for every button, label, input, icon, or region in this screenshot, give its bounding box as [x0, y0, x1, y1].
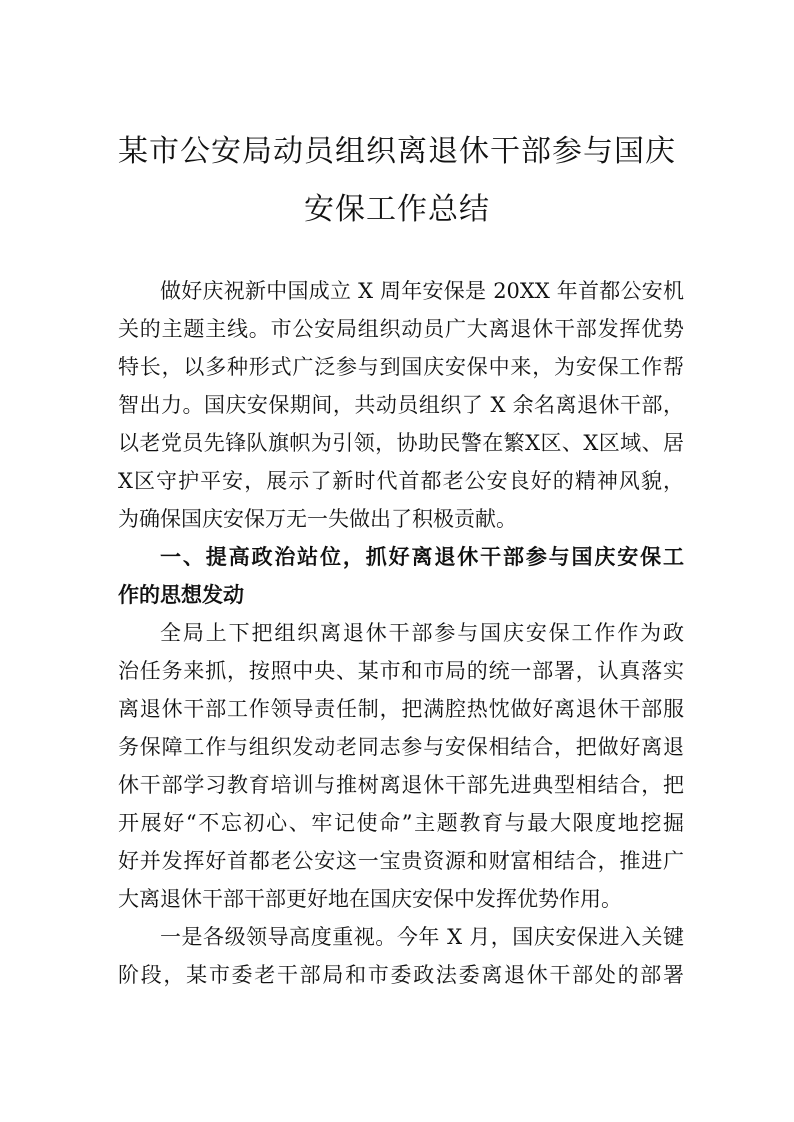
text-line: 休干部学习教育培训与推树离退休干部先进典型相结合，把 [118, 773, 684, 797]
text-line: 关的主题主线。市公安局组织动员广大离退休干部发挥优势 [118, 317, 684, 341]
text-line: X区守护平安，展示了新时代首都老公安良好的精神风貌， [118, 469, 684, 493]
document-title-line-1: 某市公安局动员组织离退休干部参与国庆 [118, 134, 676, 169]
text-line: 开展好“不忘初心、牢记使命”主题教育与最大限度地挖掘 [118, 811, 684, 835]
text-line: 离退休干部工作领导责任制，把满腔热忱做好离退休干部服 [118, 697, 684, 721]
text-line: 为确保国庆安保万无一失做出了积极贡献。 [118, 507, 517, 531]
text-line: 务保障工作与组织发动老同志参与安保相结合，把做好离退 [118, 735, 684, 759]
text-line: 全局上下把组织离退休干部参与国庆安保工作作为政 [160, 621, 684, 645]
text-line: 治任务来抓，按照中央、某市和市局的统一部署，认真落实 [118, 659, 684, 683]
text-line: 特长，以多种形式广泛参与到国庆安保中来，为安保工作帮 [118, 355, 684, 379]
document-title-line-2: 安保工作总结 [304, 192, 490, 227]
text-line: 大离退休干部干部更好地在国庆安保中发挥优势作用。 [118, 887, 622, 911]
text-line: 以老党员先锋队旗帜为引领，协助民警在繁X区、X区域、居 [118, 431, 684, 455]
heading-line: 一、提高政治站位，抓好离退休干部参与国庆安保工 [160, 545, 684, 569]
text-line: 好并发挥好首都老公安这一宝贵资源和财富相结合，推进广 [118, 849, 684, 873]
text-line: 一是各级领导高度重视。今年 X 月，国庆安保进入关键 [160, 925, 684, 949]
text-line: 智出力。国庆安保期间，共动员组织了 X 余名离退休干部， [118, 393, 684, 417]
heading-line: 作的思想发动 [118, 583, 244, 607]
text-line: 做好庆祝新中国成立 X 周年安保是 20XX 年首都公安机 [160, 279, 684, 303]
text-line: 阶段，某市委老干部局和市委政法委离退休干部处的部署 [118, 963, 684, 987]
